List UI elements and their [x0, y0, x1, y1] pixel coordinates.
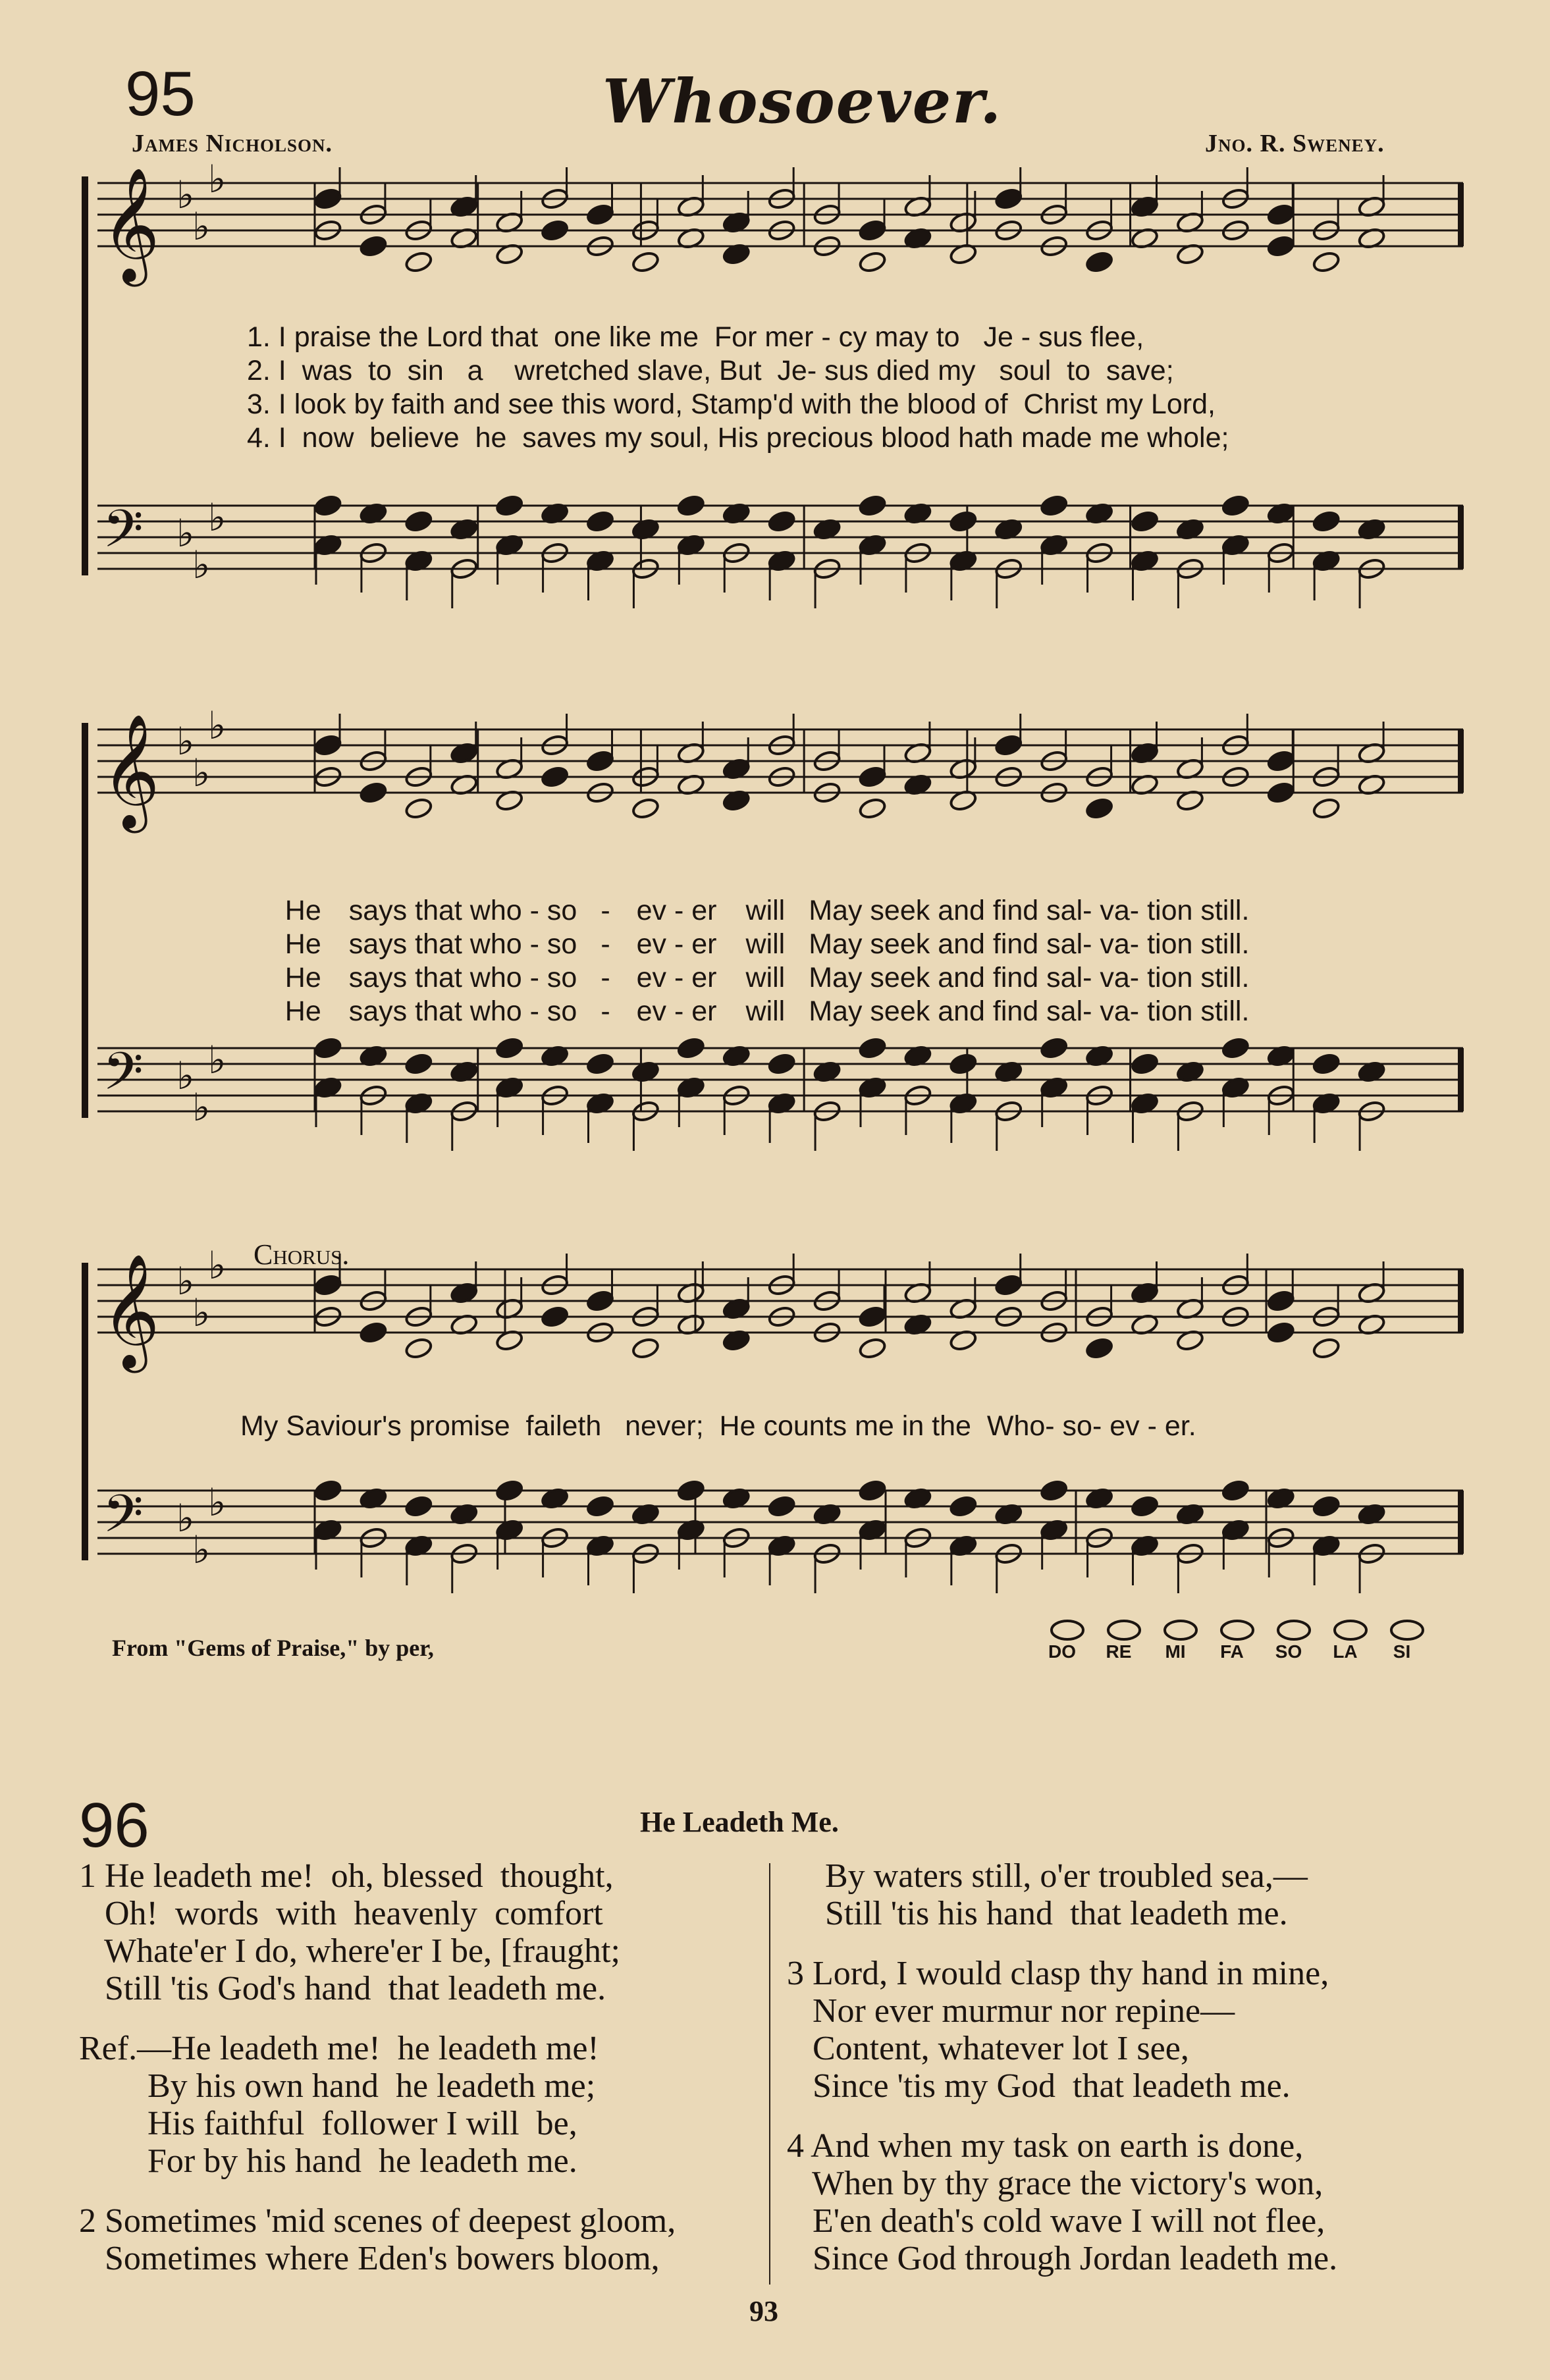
note-head: [858, 765, 887, 789]
note-head: [404, 1494, 433, 1518]
word: will: [745, 928, 786, 960]
solfa-label: MI: [1165, 1641, 1186, 1662]
note-head: [313, 733, 342, 757]
note-head: [313, 187, 342, 211]
hymn-96-left-column: [79, 1857, 764, 2277]
hymn-96-line: 4 And when my task on earth is done,: [787, 2127, 1304, 2165]
word: ev - er: [636, 895, 717, 926]
flat-icon: ♭: [176, 511, 195, 556]
word: will: [745, 962, 786, 993]
note-head: [1312, 1052, 1341, 1076]
flat-icon: ♭: [176, 719, 195, 764]
chorus-label: Chorus.: [254, 1238, 350, 1271]
note-head: [1312, 1336, 1341, 1360]
word: ev - er: [636, 928, 717, 960]
hymn-95-author: James Nicholson.: [132, 130, 333, 157]
hymn-96-line: [79, 2007, 764, 2029]
hymn-96-line: For by his hand he leadeth me.: [79, 2142, 577, 2180]
note-head: [1266, 203, 1295, 226]
note-head: [1131, 1494, 1160, 1518]
hymn-96-title: He Leadeth Me.: [640, 1806, 839, 1838]
verse-4-line: 4. I now believe he saves my soul, His precious blood hath made me whole;: [247, 422, 1229, 454]
flat-icon: ♭: [208, 1243, 227, 1288]
word: -: [601, 962, 610, 993]
column-divider: [769, 1863, 770, 2285]
end-bar: [1458, 1048, 1464, 1111]
note-head: [949, 1052, 978, 1076]
solfa-label: RE: [1106, 1641, 1132, 1662]
hymn-96-line: Nor ever murmur nor repine—: [787, 1992, 1235, 2030]
note-head: [359, 781, 388, 805]
note-head: [541, 219, 570, 242]
word: He: [284, 895, 321, 926]
hymn-96-line: Since 'tis my God that leadeth me.: [787, 2067, 1291, 2105]
second-line-verse-1: [254, 862, 1250, 926]
flat-icon: ♭: [176, 1053, 195, 1098]
hymn-95-number: 95: [125, 59, 196, 129]
note-head: [994, 1273, 1023, 1297]
word: -: [601, 995, 610, 1027]
hymn-96-line: When by thy grace the victory's won,: [787, 2165, 1323, 2202]
note-head: [404, 797, 433, 820]
note-head: [313, 1036, 342, 1060]
note-head: [1312, 1494, 1341, 1518]
flat-icon: ♭: [176, 1259, 195, 1304]
flat-icon: ♭: [192, 1527, 211, 1572]
flat-icon: ♭: [192, 751, 211, 795]
bass-clef-icon: 𝄢: [103, 1041, 144, 1115]
word: says that who - so: [348, 928, 577, 960]
hymn-96-line: By waters still, o'er troubled sea,—: [825, 1857, 1308, 1895]
source-credit: From "Gems of Praise," by per,: [112, 1635, 434, 1661]
word: May seek and find sal- va- tion still.: [809, 995, 1250, 1027]
note-head: [767, 510, 796, 533]
verse-1-line: 1. I praise the Lord that one like me For mer - cy may to Je - sus flee,: [247, 321, 1144, 353]
note-head: [1312, 797, 1341, 820]
treble-clef-icon: 𝄞: [101, 1254, 160, 1368]
treble-clef-icon: 𝄞: [101, 714, 160, 828]
flat-icon: ♭: [192, 542, 211, 587]
note-head: [631, 1336, 660, 1360]
hymn-95-title: Whosoever.: [602, 66, 1003, 137]
end-bar: [1458, 729, 1464, 793]
end-bar: [1458, 506, 1464, 569]
note-head: [586, 1289, 615, 1313]
word: May seek and find sal- va- tion still.: [809, 928, 1250, 960]
note-head: [767, 1052, 796, 1076]
hymn-96-line: Still 'tis God's hand that leadeth me.: [79, 1970, 606, 2007]
flat-icon: ♭: [176, 1496, 195, 1541]
verse-2-line: 2. I was to sin a wretched slave, But Je- sus died my soul to save;: [247, 355, 1174, 386]
note-head: [994, 187, 1023, 211]
word: ev - er: [636, 995, 717, 1027]
note-head: [586, 1052, 615, 1076]
word: He: [284, 995, 321, 1027]
note-head: [404, 1052, 433, 1076]
note-head: [1040, 1036, 1069, 1060]
note-head: [858, 494, 887, 517]
word: May seek and find sal- va- tion still.: [809, 895, 1250, 926]
note-head: [1221, 1479, 1250, 1502]
solfa-label: SO: [1275, 1641, 1302, 1662]
note-head: [1085, 1336, 1114, 1360]
system-brace: [82, 723, 88, 1118]
note-head: [1040, 494, 1069, 517]
note-head: [1085, 797, 1114, 820]
note-head: [495, 1036, 524, 1060]
word: May seek and find sal- va- tion still.: [809, 962, 1250, 993]
note-head: [586, 1494, 615, 1518]
note-head: [313, 1479, 342, 1502]
note-head: [1266, 1289, 1295, 1313]
note-head: [1266, 234, 1295, 258]
hymn-96-line: Content, whatever lot I see,: [787, 2030, 1189, 2067]
hymn-96-line: 2 Sometimes 'mid scenes of deepest gloom,: [79, 2202, 676, 2240]
solfa-legend: [1044, 1616, 1452, 1669]
note-head: [495, 494, 524, 517]
hymn-96-line: [79, 2179, 764, 2202]
flat-icon: ♭: [208, 1480, 227, 1525]
flat-icon: ♭: [192, 204, 211, 249]
bass-clef-icon: 𝄢: [103, 498, 144, 572]
bass-clef-icon: 𝄢: [103, 1483, 144, 1557]
hymn-96-line: Still 'tis his hand that leadeth me.: [825, 1895, 1288, 1932]
note-head: [858, 219, 887, 242]
note-head: [1131, 510, 1160, 533]
note-head: [359, 1321, 388, 1344]
hymn-96-line: Since God through Jordan leadeth me.: [787, 2240, 1338, 2277]
hymn-96-line: Ref.—He leadeth me! he leadeth me!: [79, 2030, 599, 2067]
note-head: [949, 1494, 978, 1518]
end-bar: [1458, 183, 1464, 246]
word: will: [745, 895, 786, 926]
note-head: [1266, 1321, 1295, 1344]
second-system-lyrics: [254, 862, 1250, 1027]
note-head: [404, 510, 433, 533]
flat-icon: ♭: [192, 1085, 211, 1130]
flat-icon: ♭: [208, 703, 227, 748]
word: He: [284, 928, 321, 960]
note-head: [676, 1479, 705, 1502]
hymn-95-composer: Jno. R. Sweney.: [1205, 130, 1385, 157]
note-head: [1085, 250, 1114, 274]
word: -: [601, 928, 610, 960]
end-bar: [1458, 1269, 1464, 1333]
hymn-96-line: E'en death's cold wave I will not flee,: [787, 2202, 1325, 2240]
note-head: [586, 510, 615, 533]
note-head: [949, 510, 978, 533]
note-head: [404, 250, 433, 274]
chorus-lyrics: My Saviour's promise faileth never; He counts me in the Who- so- ev - er.: [240, 1410, 1196, 1442]
solfa-label: FA: [1220, 1641, 1244, 1662]
system-brace: [82, 1263, 88, 1560]
word: says that who - so: [348, 995, 577, 1027]
hymn-96-number: 96: [79, 1790, 149, 1861]
note-head: [1131, 1052, 1160, 1076]
verse-lyrics: [247, 321, 1229, 456]
note-head: [1040, 1479, 1069, 1502]
note-head: [1312, 250, 1341, 274]
flat-icon: ♭: [208, 1038, 227, 1082]
note-head: [858, 1036, 887, 1060]
flat-icon: ♭: [208, 495, 227, 540]
note-head: [767, 1494, 796, 1518]
note-head: [313, 1273, 342, 1297]
note-head: [1312, 510, 1341, 533]
note-head: [586, 203, 615, 226]
word: says that who - so: [348, 895, 577, 926]
note-head: [858, 1479, 887, 1502]
note-head: [495, 1479, 524, 1502]
hymn-96-line: Oh! words with heavenly comfort: [79, 1895, 603, 1932]
note-head: [994, 733, 1023, 757]
note-head: [858, 1336, 887, 1360]
hymn-96-line: 3 Lord, I would clasp thy hand in mine,: [787, 1955, 1329, 1992]
hymn-96-line: By his own hand he leadeth me;: [79, 2067, 596, 2105]
note-head: [858, 797, 887, 820]
hymn-96-line: His faithful follower I will be,: [79, 2105, 577, 2142]
hymn-96-line: 1 He leadeth me! oh, blessed thought,: [79, 1857, 614, 1895]
solfa-label: DO: [1048, 1641, 1076, 1662]
system-brace: [82, 176, 88, 575]
hymn-96-line: Whate'er I do, where'er I be, [fraught;: [79, 1932, 620, 1970]
word: will: [745, 995, 786, 1027]
word: ev - er: [636, 962, 717, 993]
verse-3-line: 3. I look by faith and see this word, Stamp'd with the blood of Christ my Lord,: [247, 388, 1216, 420]
note-head: [631, 250, 660, 274]
treble-clef-icon: 𝄞: [101, 167, 160, 282]
end-bar: [1458, 1491, 1464, 1554]
note-head: [586, 749, 615, 773]
note-head: [858, 250, 887, 274]
note-head: [1266, 781, 1295, 805]
word: He: [284, 962, 321, 993]
flat-icon: ♭: [208, 157, 227, 201]
word: says that who - so: [348, 962, 577, 993]
page-number: 93: [749, 2295, 778, 2327]
hymn-96-line: Sometimes where Eden's bowers bloom,: [79, 2240, 660, 2277]
note-head: [541, 1305, 570, 1329]
note-head: [313, 494, 342, 517]
note-head: [1221, 1036, 1250, 1060]
word: -: [601, 895, 610, 926]
note-head: [359, 234, 388, 258]
note-head: [541, 765, 570, 789]
hymn-96-line: [787, 2104, 1472, 2127]
hymn-96-line: [787, 1932, 1472, 1954]
flat-icon: ♭: [192, 1290, 211, 1335]
note-head: [1266, 749, 1295, 773]
note-head: [676, 1036, 705, 1060]
solfa-label: SI: [1393, 1641, 1411, 1662]
solfa-label: LA: [1333, 1641, 1358, 1662]
hymn-96-right-column: [787, 1857, 1472, 2277]
note-head: [676, 494, 705, 517]
note-head: [1221, 494, 1250, 517]
note-head: [858, 1305, 887, 1329]
note-head: [631, 797, 660, 820]
flat-icon: ♭: [176, 172, 195, 217]
note-head: [404, 1336, 433, 1360]
